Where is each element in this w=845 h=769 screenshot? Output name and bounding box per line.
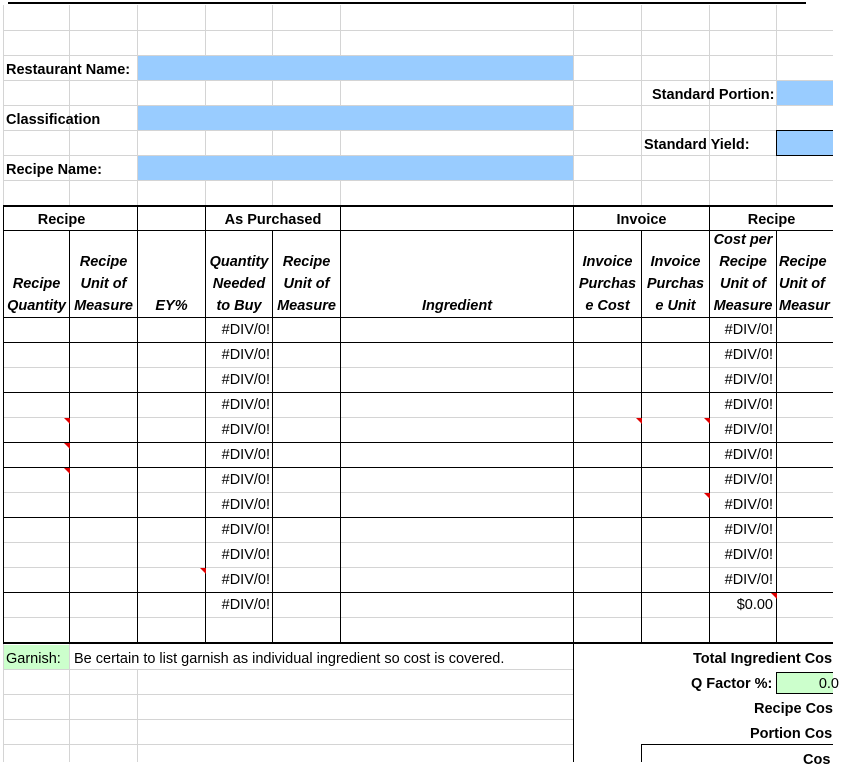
gridline	[3, 694, 573, 695]
cost-per-uom-cell[interactable]: #DIV/0!	[724, 547, 773, 563]
yield-border	[776, 155, 833, 156]
group-invoice: Invoice	[616, 212, 667, 228]
col-line	[776, 230, 777, 644]
gridline	[137, 669, 138, 762]
col-invoice-unit: Invoice Purchas e Unit	[646, 254, 705, 314]
col-line	[3, 205, 4, 644]
qty-needed-cell[interactable]: #DIV/0!	[221, 322, 270, 338]
total-ingredient-cost-label: Total Ingredient Cos	[693, 651, 833, 667]
qty-needed-cell[interactable]: #DIV/0!	[221, 422, 270, 438]
qty-needed-cell[interactable]: #DIV/0!	[221, 572, 270, 588]
gridline	[3, 180, 833, 181]
cost-per-uom-cell[interactable]: #DIV/0!	[724, 497, 773, 513]
comment-indicator[interactable]	[64, 418, 70, 424]
gridline	[3, 719, 573, 720]
cost-per-uom-cell[interactable]: #DIV/0!	[724, 397, 773, 413]
classification-label: Classification	[6, 112, 101, 128]
qty-needed-cell[interactable]: #DIV/0!	[221, 347, 270, 363]
standard-yield-input[interactable]	[777, 131, 833, 155]
recipe-name-input[interactable]	[138, 156, 573, 180]
col-cost-per-uom: Cost per Recipe Unit of Measure	[713, 232, 773, 314]
q-factor-label: Q Factor %:	[691, 676, 773, 692]
comment-indicator[interactable]	[64, 468, 70, 474]
footer-box-border	[641, 744, 642, 762]
comment-indicator[interactable]	[704, 493, 710, 499]
comment-indicator[interactable]	[704, 418, 710, 424]
yield-border	[776, 130, 833, 131]
comment-indicator[interactable]	[771, 593, 777, 599]
qty-needed-cell[interactable]: #DIV/0!	[221, 547, 270, 563]
standard-yield-label: Standard Yield:	[644, 137, 750, 153]
col-line	[340, 205, 341, 644]
footer-box-border	[641, 744, 833, 745]
cost-per-uom-cell[interactable]: #DIV/0!	[724, 447, 773, 463]
cost-per-uom-cell[interactable]: #DIV/0!	[724, 347, 773, 363]
cost-per-uom-cell[interactable]: #DIV/0!	[724, 522, 773, 538]
recipe-cost-label: Recipe Cos	[754, 701, 833, 717]
group-recipe-right: Recipe	[747, 212, 796, 228]
qty-needed-cell[interactable]: #DIV/0!	[221, 397, 270, 413]
col-invoice-cost: Invoice Purchas e Cost	[578, 254, 637, 314]
cost-per-uom-cell[interactable]: #DIV/0!	[724, 472, 773, 488]
recipe-name-label: Recipe Name:	[6, 162, 102, 178]
qty-needed-cell[interactable]: #DIV/0!	[221, 372, 270, 388]
qty-needed-cell[interactable]: #DIV/0!	[221, 497, 270, 513]
qty-needed-cell[interactable]: #DIV/0!	[221, 522, 270, 538]
portion-cost-label: Portion Cos	[750, 726, 833, 742]
group-as-purchased: As Purchased	[224, 212, 322, 228]
standard-portion-input[interactable]	[777, 81, 833, 105]
comment-indicator[interactable]	[200, 568, 206, 574]
comment-indicator[interactable]	[636, 418, 642, 424]
qty-needed-cell[interactable]: #DIV/0!	[221, 447, 270, 463]
garnish-label: Garnish:	[6, 651, 61, 667]
yield-border	[776, 130, 777, 156]
restaurant-name-input[interactable]	[138, 56, 573, 80]
col-ingredient: Ingredient	[421, 298, 493, 314]
gridline	[3, 30, 833, 31]
q-factor-input[interactable]	[776, 672, 839, 694]
col-recipe-quantity: Recipe Quantity	[7, 276, 66, 314]
comment-indicator[interactable]	[64, 443, 70, 449]
col-recipe-uom-right: Recipe Unit of Measur	[779, 254, 830, 314]
top-border	[8, 2, 806, 4]
qty-needed-cell[interactable]: #DIV/0!	[221, 472, 270, 488]
gridline	[3, 669, 573, 670]
gridline	[3, 744, 573, 745]
classification-input[interactable]	[138, 106, 573, 130]
garnish-note: Be certain to list garnish as individual ingredient so cost is covered.	[74, 651, 505, 667]
gridline	[3, 80, 833, 81]
restaurant-name-label: Restaurant Name:	[6, 62, 131, 78]
col-recipe-uom: Recipe Unit of Measure	[74, 254, 133, 314]
cost-per-uom-cell[interactable]: #DIV/0!	[724, 322, 773, 338]
group-recipe: Recipe	[37, 212, 86, 228]
cost-per-uom-cell[interactable]: #DIV/0!	[724, 422, 773, 438]
cost-per-uom-cell[interactable]: #DIV/0!	[724, 572, 773, 588]
cost-label-cut: Cos	[803, 752, 831, 768]
q-factor-value: 0.0	[818, 676, 839, 692]
gridline	[3, 130, 833, 131]
qty-needed-cell[interactable]: #DIV/0!	[221, 597, 270, 613]
col-ap-uom: Recipe Unit of Measure	[277, 254, 336, 314]
col-qty-needed: Quantity Needed to Buy	[209, 254, 269, 314]
cost-per-uom-cell[interactable]: $0.00	[736, 597, 773, 613]
standard-portion-label: Standard Portion:	[652, 87, 775, 103]
cost-per-uom-cell[interactable]: #DIV/0!	[724, 372, 773, 388]
col-line	[137, 205, 138, 644]
col-ey: EY%	[155, 298, 188, 314]
